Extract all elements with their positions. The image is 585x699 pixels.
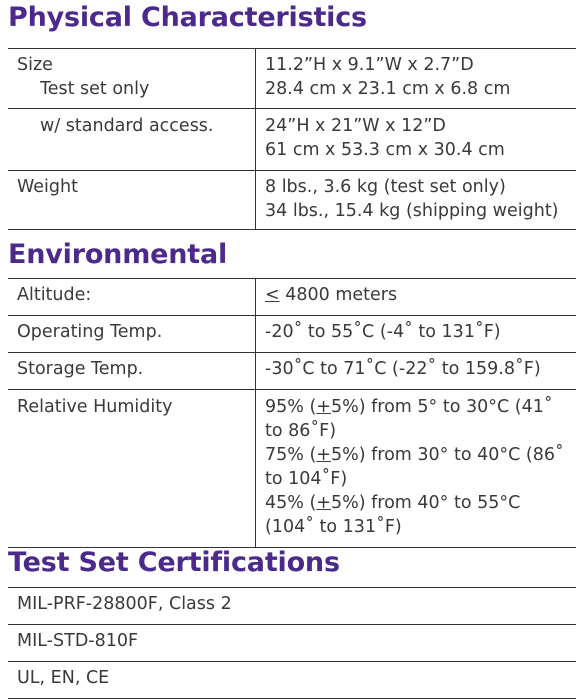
cert-row bbox=[8, 662, 576, 699]
access-row bbox=[8, 109, 576, 171]
operating-temp-row bbox=[8, 316, 576, 353]
humidity-line-1: 95% (+5%) from 5° to 30°C (41˚ bbox=[265, 397, 553, 417]
operating-temp-value: -20˚ to 55˚C (-4˚ to 131˚F) bbox=[265, 322, 501, 342]
size-row bbox=[8, 49, 576, 109]
environmental-heading: Environmental bbox=[8, 239, 228, 270]
access-dims-cm: 61 cm x 53.3 cm x 30.4 cm bbox=[265, 140, 505, 160]
size-sub-label: Test set only bbox=[40, 79, 150, 99]
humidity-line-2: 75% (+5%) from 30° to 40°C (86˚ bbox=[265, 445, 564, 465]
access-label: w/ standard access. bbox=[40, 116, 214, 136]
physical-table bbox=[8, 48, 576, 230]
altitude-label: Altitude: bbox=[17, 285, 92, 305]
weight-line-1: 8 lbs., 3.6 kg (test set only) bbox=[265, 177, 506, 197]
certifications-table bbox=[8, 587, 576, 699]
size-dims-in: 11.2”H x 9.1”W x 2.7”D bbox=[265, 55, 474, 75]
storage-temp-row bbox=[8, 353, 576, 390]
cert-item: MIL-PRF-28800F, Class 2 bbox=[17, 594, 232, 614]
cert-row bbox=[8, 588, 576, 625]
cert-item: MIL-STD-810F bbox=[17, 631, 139, 651]
operating-temp-label: Operating Temp. bbox=[17, 322, 163, 342]
size-label: Size bbox=[17, 55, 53, 75]
cert-row bbox=[8, 625, 576, 662]
weight-label: Weight bbox=[17, 177, 78, 197]
weight-line-2: 34 lbs., 15.4 kg (shipping weight) bbox=[265, 201, 559, 221]
humidity-row bbox=[8, 390, 576, 548]
humidity-line-1-cont: to 86˚F) bbox=[265, 421, 337, 441]
humidity-line-3: 45% (+5%) from 40° to 55°C bbox=[265, 493, 521, 513]
weight-row bbox=[8, 171, 576, 230]
storage-temp-label: Storage Temp. bbox=[17, 359, 144, 379]
cert-item: UL, EN, CE bbox=[17, 668, 110, 688]
humidity-label: Relative Humidity bbox=[17, 397, 173, 417]
size-dims-cm: 28.4 cm x 23.1 cm x 6.8 cm bbox=[265, 79, 511, 99]
humidity-line-3-cont: (104˚ to 131˚F) bbox=[265, 517, 402, 537]
environmental-table bbox=[8, 278, 576, 548]
certifications-heading: Test Set Certifications bbox=[8, 547, 340, 578]
humidity-line-2-cont: to 104˚F) bbox=[265, 469, 348, 489]
access-dims-in: 24”H x 21”W x 12”D bbox=[265, 116, 446, 136]
altitude-value: < 4800 meters bbox=[265, 285, 398, 305]
altitude-symbol: < bbox=[265, 285, 280, 305]
altitude-row bbox=[8, 279, 576, 316]
storage-temp-value: -30˚C to 71˚C (-22˚ to 159.8˚F) bbox=[265, 359, 541, 379]
physical-heading: Physical Characteristics bbox=[8, 2, 367, 33]
